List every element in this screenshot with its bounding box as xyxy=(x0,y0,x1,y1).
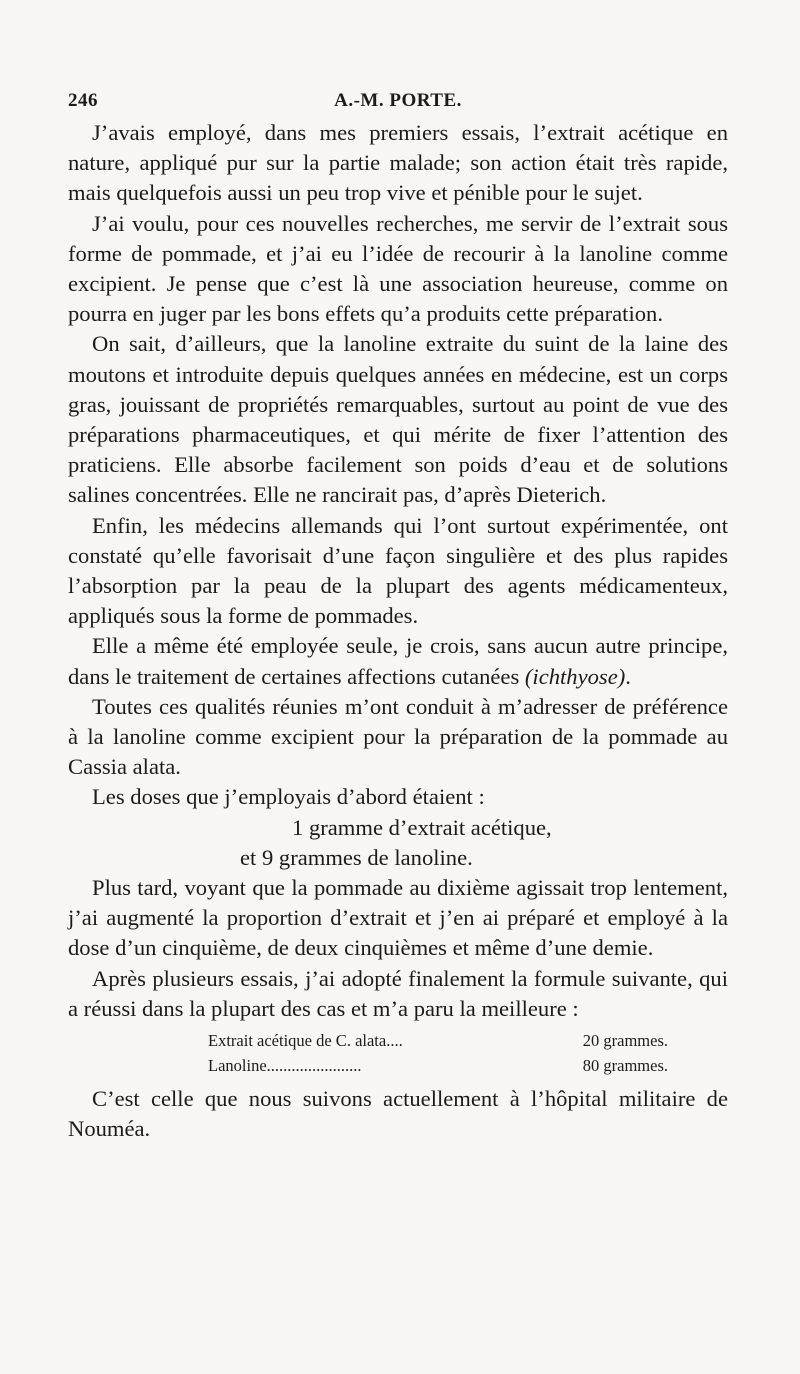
running-title: A.-M. PORTE. xyxy=(334,90,462,111)
formula-amount: 20 grammes. xyxy=(582,1031,668,1051)
formula-row xyxy=(208,1053,668,1078)
paragraph-4: Enfin, les médecins allemands qui l’ont surtout expérimentée, ont constaté qu’elle favorisait d’une façon singulière et des plus rapides l’absorption par la peau de la plupart des agents médicamenteux, appliqués sous la forme de pommades. xyxy=(68,512,728,629)
paragraph-8: Plus tard, voyant que la pommade au dixième agissait trop lentement, j’ai augmenté la proportion d’extrait et j’en ai préparé et employé à la dose d’un cinquième, de deux cinquièmes et même d’une demie. xyxy=(68,875,728,961)
dose-line-2: et 9 grammes de lanoline. xyxy=(240,844,473,870)
paragraph-10: C’est celle que nous suivons actuellement à l’hôpital militaire de Nouméa. xyxy=(68,1086,728,1142)
page-header xyxy=(68,90,728,120)
paragraph-5 xyxy=(68,631,728,691)
body-text xyxy=(68,118,728,1145)
paragraph-2: J’ai voulu, pour ces nouvelles recherches, me servir de l’extrait sous forme de pommade, et j’ai eu l’idée de recourir à la lanoline comme excipient. Je pense que c’est là une association heureuse, comme on pourra en juger par les bons effets qu’a produits cette préparation. xyxy=(68,210,728,327)
paragraph-5-end: . xyxy=(625,663,631,689)
formula-ingredient: Lanoline....................... xyxy=(208,1056,362,1076)
paragraph-3: On sait, d’ailleurs, que la lanoline extraite du suint de la laine des moutons et introduite depuis quelques années en médecine, est un corps gras, jouissant de propriétés remarquables, surtout au point de vue des préparations pharmaceutiques, et qui mérite de fixer l’attention des praticiens. Elle absorbe facilement son poids d’eau et de solutions salines concentrées. Elle ne rancirait pas, d’après Dieterich. xyxy=(68,331,728,508)
paragraph-7: Les doses que j’employais d’abord étaient : xyxy=(92,784,485,810)
paragraph-5-text: Elle a même été employée seule, je crois, sans aucun autre principe, dans le traitement de certaines affections cutanées xyxy=(68,633,728,689)
formula-row xyxy=(208,1028,668,1053)
paragraph-1: J’avais employé, dans mes premiers essais, l’extrait acétique en nature, appliqué pur sur la partie malade; son action était très rapide, mais quelquefois aussi un peu trop vive et pénible pour le sujet. xyxy=(68,120,728,206)
ichthyose-term: (ichthyose) xyxy=(524,663,626,689)
formula-table xyxy=(208,1028,668,1078)
formula-ingredient: Extrait acétique de C. alata.... xyxy=(208,1031,403,1051)
formula-amount: 80 grammes. xyxy=(582,1056,668,1076)
paragraph-9: Après plusieurs essais, j’ai adopté finalement la formule suivante, qui a réussi dans la plupart des cas et m’a paru la meilleure : xyxy=(68,965,728,1021)
page-number: 246 xyxy=(68,90,98,111)
dose-line-1: 1 gramme d’extrait acétique, xyxy=(292,814,552,840)
paragraph-6: Toutes ces qualités réunies m’ont conduit à m’adresser de préférence à la lanoline comme excipient pour la préparation de la pommade au Cassia alata. xyxy=(68,693,728,780)
